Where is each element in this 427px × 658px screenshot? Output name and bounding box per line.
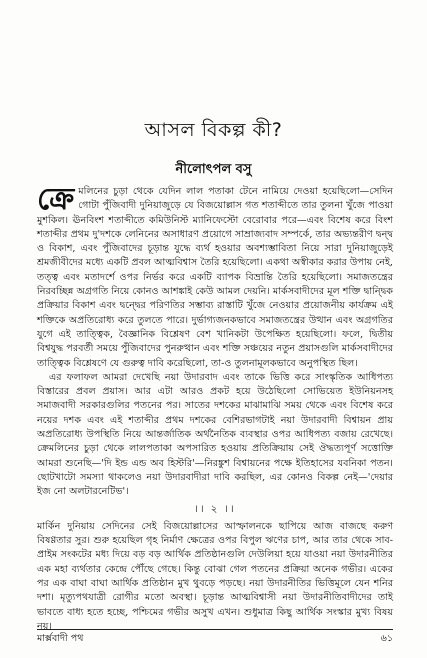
section-marker: ।। ২ ।।: [194, 503, 236, 515]
journal-name: মার্ক্সবাদী পথ: [37, 633, 84, 644]
page-number: ৬১: [380, 633, 393, 644]
article-title: আসল বিকল্প কী?: [144, 119, 283, 141]
page-footer: [37, 629, 393, 645]
paragraph-1-text: মলিনের চুড়া থেকে যেদিন লাল পতাকা টেনে নামিয়ে দেওয়া হয়েছিলো—সেদিন গোটা পুঁজিবাদী দুনিয়াজুড়ে যে বিজয়োল্লাস গত শতাব্দীতে তার তুলনা খুঁজে পাওয়া মুশকিল। ঊনবিংশ শতাব্দীতে কমিউনিস্ট ম্যানিফেস্টো বেরোবার পরে—এবং বিশেষ করে বিংশ শতাব্দীর প্রথম দু'দশকে লেনিনের অসাধারণ প্রয়োগে সাম্রাজ্যবাদ সম্পর্কে, তার অভ্যন্তরীণ দ্বন্দ্ব ও বিকাশ, এবং পুঁজিবাদের চূড়ান্ত যুদ্ধে ব্যর্থ হওয়ার অবশ্যম্ভাবিতা নিয়ে সারা দুনিয়াজুড়েই শ্রমজীবীদের মধ্যে একটি প্রবল আত্মবিশ্বাস তৈরি হয়েছিলো। একথা অস্বীকার করার উপায় নেই, তত্ত্ব এবং মতাদর্শে ওপর নির্ভর করে একটি ব্যাপক বিভ্রান্তি তৈরি হয়েছিলো। সমাজতন্ত্রের নিরবচ্ছিন্ন অগ্রগতি নিয়ে কোনও আশঙ্কাই কেউ আমল দেয়নি। মার্কসবাদীদের মূল শক্তি দ্বান্দ্বিক প্রক্রিয়ার বিকাশ এবং দ্বন্দ্বের পরিণতির সম্ভাব্য রাস্তাটি খুঁজে নেওয়ার প্রয়োজনীয় কার্যক্রম এই শক্তিকে অপ্রতিরোধ্য করে তুলতে পারে। দুর্ভাগ্যজনকভাবে সমাজতন্ত্রের উত্থান এবং অগ্রগতির যুগে এই তাত্ত্বিক, বৈজ্ঞানিক বিশ্লেষণ বেশ খানিকটা উপেক্ষিত হয়েছিলো। ফলে, দ্বিতীয় বিশ্বযুদ্ধ পরবর্তী সময়ে পুঁজিবাদের পুনরুত্থান এবং শক্তি সঞ্চয়ের নতুন প্রয়াসগুলি মার্কসবাদীদের তাত্ত্বিক বিশ্লেষণে যে গুরুত্ব দাবি করেছিলো, তা-ও তুলনামূলকভাবে অনুপস্থিত ছিল।: [37, 186, 393, 369]
paragraph-2: এর ফলাফল আমরা দেখেছি নয়া উদারবাদ এবং তাকে ভিত্তি করে সাংস্কৃতিক আধিপত্য বিস্তারের প্রবল প্রয়াস। আর এটা আরও প্রকট হয়ে উঠেছিলো সোভিয়েত ইউনিয়নসহ সমাজবাদী সরকারগুলির পতনের পর। সাতের দশকের মাঝামাঝি সময় থেকে এবং বিশেষ করে নয়ের দশক এবং এই শতাব্দীর প্রথম দশকের বেশিরভাগটাই নয়া উদারবাদী বিশ্বায়ন প্রায় অপ্রতিরোধ্য উপস্থিতি নিয়ে আন্তর্জাতিক অর্থনৈতিক ব্যবস্থার ওপর আধিপত্য বজায় রেখেছে। ক্রেমলিনের চুড়া থেকে লালপতাকা অপসারিত হওয়ায় প্রতিক্রিয়ায় সেই ঔদ্ধত্যপূর্ণ সত্তোক্তি আমরা শুনেছি—'দি ইন্ড এন্ড অব হিস্টরি'—নিরঙ্কুশ বিশ্বায়নের পক্ষে ইতিহাসের যবনিকা পতন। ছোটখাটো সমস্যা থাকলেও নয়া উদারবাদীরা দাবি করছিল, এর কোনও বিকল্প নেই—'দেয়ার ইজ নো অলটারনেটিভ'।: [37, 371, 393, 498]
paragraph-3: মার্কিন দুনিয়ায় সেদিনের সেই বিজয়োল্লাসের আস্ফালনকে ছাপিয়ে আজ বাজছে করুণ বিষণ্ণতার সুর। শুরু হয়েছিল গৃহ নির্মাণ ক্ষেত্রের ওপর বিপুল ঋণের চাপ, আর তার থেকে সাব-প্রাইম সংকটের মধ্য দিয়ে বড় বড় আর্থিক প্রতিষ্ঠানগুলি দেউলিয়া হয়ে যাওয়া নয়া উদারনীতির এক মহা ব্যর্থতার কেন্দ্রে পৌঁছে গেছে। কিন্তু বোঝা গেল পতনের প্রক্রিয়া অনেক গভীর। একের পর এক বাঘা বাঘা আর্থিক প্রতিষ্ঠান মুখ থুবড়ে পড়ছে। নয়া উদারনীতির ভিত্তিমূলে যেন শনির দশা। মৃত্যুপথযাত্রী রোগীর মতো অবস্থা। চূড়ান্ত আত্মবিশ্বাসী নয়া উদারনীতিবাদীদের তাই ভাবতে বাধ্য হতে হচ্ছে, পশ্চিমের গভীর অসুখ এখন। শুধুমাত্র কিছু আর্থিক সংস্কার মুখ্য বিষয় নয়।: [37, 520, 393, 632]
drop-cap: ক্রে: [37, 182, 75, 217]
article-body: [37, 182, 393, 632]
article-heading: [0, 116, 427, 181]
article-author: নীলোৎপল বসু: [175, 162, 252, 177]
paragraph-1: [37, 182, 393, 371]
